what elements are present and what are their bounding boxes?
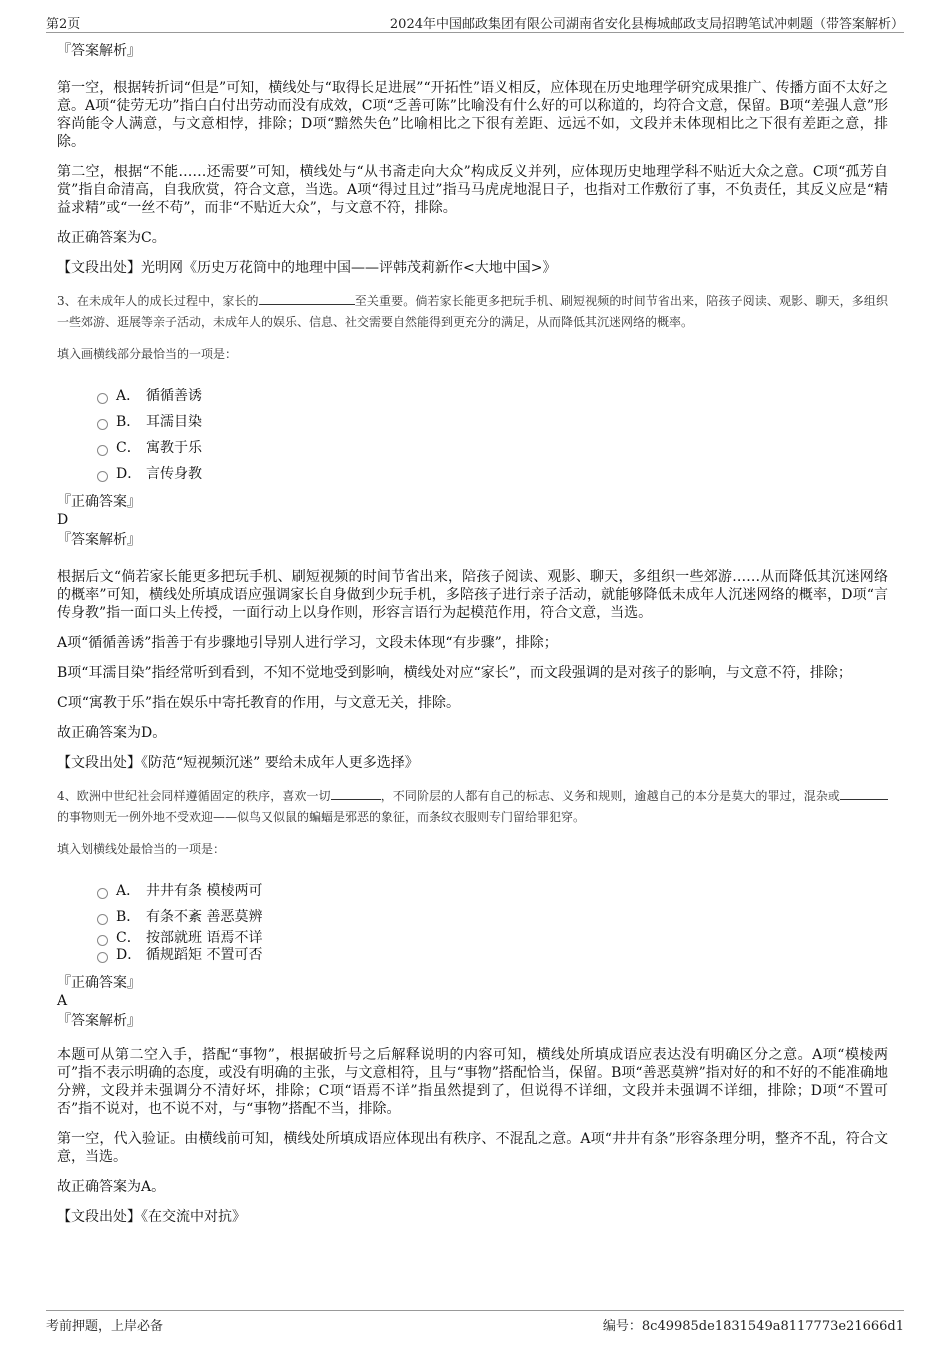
document-title: 2024年中国邮政集团有限公司湖南省安化县梅城邮政支局招聘笔试冲刺题（带答案解析） [389,17,904,32]
radio-icon[interactable] [97,445,108,456]
answer-label: 『正确答案』 [57,494,141,510]
correct-answer: A [57,993,68,1009]
question-4-hint: 填入划横线处最恰当的一项是： [57,842,226,856]
option-d[interactable]: D． 循规蹈矩 不置可否 [97,946,888,964]
option-a[interactable]: A． 井井有条 模棱两可 [97,878,888,904]
page-content [57,42,888,1238]
correct-answer: D [57,512,69,528]
page-footer [46,1310,904,1333]
source-citation: 【文段出处】《在交流中对抗》 [57,1209,246,1225]
question-3-options [97,383,888,487]
option-d[interactable]: D． 言传身教 [97,461,888,487]
analysis-paragraph: 第一空，代入验证。由横线前可知，横线处所填成语应体现出有秩序、不混乱之意。A项“井井有条”形容条理分明，整齐不乱，符合文意，当选。 [57,1131,888,1165]
option-b[interactable]: B． 耳濡目染 [97,409,888,435]
radio-icon[interactable] [97,471,108,482]
analysis-paragraph: 本题可从第二空入手，搭配“事物”，根据破折号之后解释说明的内容可知，横线处所填成语应表达没有明确区分之意。A项“模棱两可”指不表示明确的态度，或没有明确的主张，与文意相符，且与“事物”搭配恰当，保留。B项“善恶莫辨”指对好的和不好的不能准确地分辨，文段并未强调分不清好坏，排除；C项“语焉不详”指虽然提到了，但说得不详细，文段并未强调不详细，排除；D项“不置可否”指不说对，也不说不对，与“事物”搭配不当，排除。 [57,1047,888,1117]
conclusion: 故正确答案为D。 [57,725,167,741]
question-4-text: 4、欧洲中世纪社会同样遵循固定的秩序，喜欢一切 ，不同阶层的人都有自己的标志、义务和规则，逾越自己的本分是莫大的罪过，混杂或的事物则无一例外地不受欢迎——似鸟又似鼠的蝙蝠是邪恶的象征，而条纹衣服则专门留给罪犯穿。 [57,786,888,828]
conclusion: 故正确答案为A。 [57,1179,166,1195]
option-b[interactable]: B． 有条不紊 善恶莫辨 [97,904,888,930]
question-4-options [97,878,888,964]
conclusion: 故正确答案为C。 [57,230,166,246]
radio-icon[interactable] [97,935,108,946]
page-header [46,10,904,33]
answer-blank [840,786,888,800]
analysis-paragraph: 第一空，根据转折词“但是”可知，横线处与“取得长足进展”“开拓性”语义相反，应体现在历史地理学研究成果推广、传播方面不太好之意。A项“徒劳无功”指白白付出劳动而没有成效，C项“乏善可陈”比喻没有什么好的可以称道的，均符合文意，保留。B项“差强人意”形容尚能令人满意，与文意相悖，排除；D项“黯然失色”比喻相比之下很有差距、远远不如，文段并未体现相比之下很有差距之意，排除。 [57,80,888,150]
analysis-paragraph: A项“循循善诱”指善于有步骤地引导别人进行学习，文段未体现“有步骤”，排除； [57,635,558,651]
analysis-paragraph: 第二空，根据“不能……还需要”可知，横线处与“从书斋走向大众”构成反义并列，应体现历史地理学科不贴近大众之意。C项“孤芳自赏”指自命清高，自我欣赏，符合文意，当选。A项“得过且过”指马马虎虎地混日子，也指对工作敷衍了事，不负责任，其反义应是“精益求精”或“一丝不苟”，而非“不贴近大众”，与文意不符，排除。 [57,164,888,216]
analysis-label: 『答案解析』 [57,1013,141,1029]
document-code: 编号：8c49985de1831549a8117773e21666d1 [602,1319,904,1334]
option-c[interactable]: C． 按部就班 语焉不详 [97,930,888,946]
radio-icon[interactable] [97,419,108,430]
question-3-hint: 填入画横线部分最恰当的一项是： [57,347,238,361]
answer-blank [259,291,355,305]
source-citation: 【文段出处】光明网《历史万花筒中的地理中国——评韩茂莉新作<大地中国>》 [57,260,557,276]
analysis-paragraph: 根据后文“倘若家长能更多把玩手机、刷短视频的时间节省出来，陪孩子阅读、观影、聊天，多组织一些郊游……从而降低其沉迷网络的概率”可知，横线处所填成语应强调家长自身做到少玩手机，多陪孩子进行亲子活动，就能够降低未成年人沉迷网络的概率，D项“言传身教”指一面口头上传授，一面行动上以身作则，形容言语行为起模范作用，符合文意，当选。 [57,569,888,621]
answer-label: 『正确答案』 [57,975,141,991]
footer-slogan: 考前押题，上岸必备 [46,1319,164,1334]
page-number: 第2页 [46,17,81,32]
option-c[interactable]: C． 寓教于乐 [97,435,888,461]
option-a[interactable]: A． 循循善诱 [97,383,888,409]
radio-icon[interactable] [97,952,108,963]
analysis-label: 『答案解析』 [57,532,141,548]
source-citation: 【文段出处】《防范“短视频沉迷” 要给未成年人更多选择》 [57,755,419,771]
analysis-label: 『答案解析』 [57,43,141,59]
radio-icon[interactable] [97,888,108,899]
question-3-text: 3、在未成年人的成长过程中，家长的 至关重要。倘若家长能更多把玩手机、刷短视频的时间节省出来，陪孩子阅读、观影、聊天，多组织一些郊游、逛展等亲子活动，未成年人的娱乐、信息、社交需要自然能得到更充分的满足，从而降低其沉迷网络的概率。 [57,291,888,333]
radio-icon[interactable] [97,914,108,925]
radio-icon[interactable] [97,393,108,404]
analysis-paragraph: B项“耳濡目染”指经常听到看到，不知不觉地受到影响，横线处对应“家长”，而文段强调的是对孩子的影响，与文意不符，排除； [57,665,852,681]
analysis-paragraph: C项“寓教于乐”指在娱乐中寄托教育的作用，与文意无关，排除。 [57,695,461,711]
answer-blank [331,786,381,800]
